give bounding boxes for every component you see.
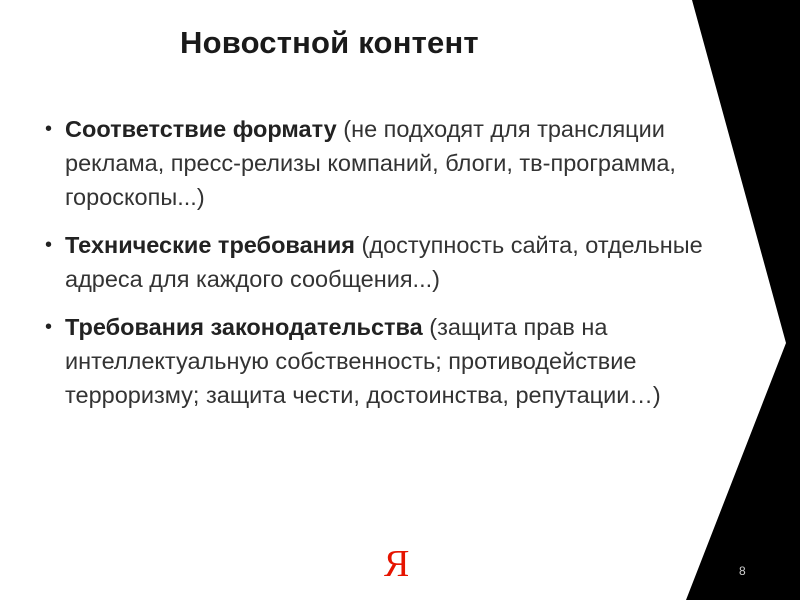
bullet-technical-requirements xyxy=(42,228,732,296)
bullet-heading: Соответствие формату xyxy=(65,116,337,142)
bullet-text: (защита прав на интеллектуальную собственность; противодействие терроризму; защита чести, достоинства, репутации…) xyxy=(65,314,661,408)
bullet-marker: • xyxy=(45,118,53,140)
bullet-format-compliance xyxy=(42,112,732,214)
bullet-marker: • xyxy=(45,234,53,256)
bullet-text: (доступность сайта, отдельные адреса для каждого сообщения...) xyxy=(65,232,703,292)
yandex-logo: Я xyxy=(384,543,410,585)
bullet-text: (не подходят для трансляции реклама, пресс-релизы компаний, блоги, тв-программа, гороскопы...) xyxy=(65,116,676,210)
bullet-list xyxy=(42,112,732,412)
bullet-heading: Требования законодательства xyxy=(65,314,423,340)
page-number: 8 xyxy=(739,564,746,578)
slide-title: Новостной контент xyxy=(180,25,479,60)
bullet-heading: Технические требования xyxy=(65,232,355,258)
bullet-marker: • xyxy=(45,316,53,338)
bullet-legal-requirements xyxy=(42,310,732,412)
